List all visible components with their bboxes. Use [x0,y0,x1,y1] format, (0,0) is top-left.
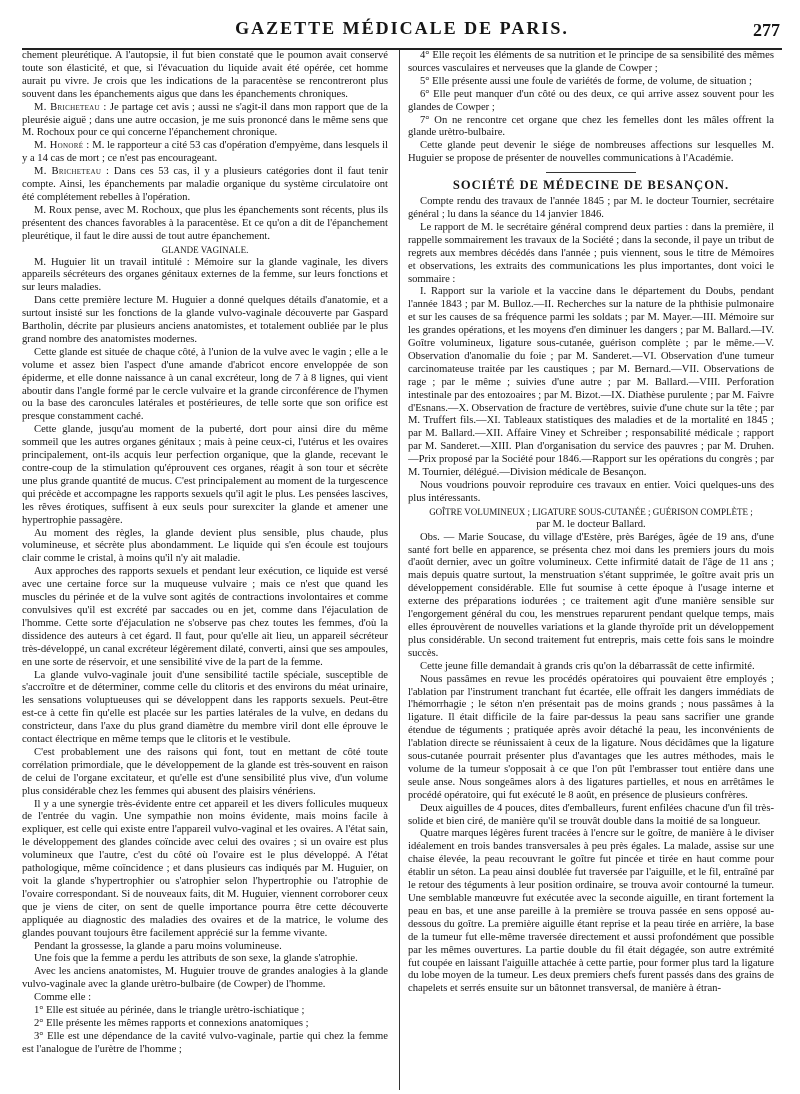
paragraph: Aux approches des rapports sexuels et pendant leur exécution, ce liquide est versé avec une certaine force sur la muqueuse vulvaire ; mais ce n'est que quand les muscles du périnée et de la vulve sont agités de contractions involontaires et comme convulsives qu'il est excrété par saccades ou en jet, comme dans l'éjaculation de l'homme. Cette sorte d'éjaculation ne s'observe pas chez toutes les femmes, d'où la dissidence des auteurs à cet égard. Il faut, pour qu'elle ait lieu, un appareil sécréteur très-développé, un canal excréteur légèrement dilaté, converti, ainsi que ses ampoules, en une sorte de réservoir, et une sensibilité vive de la part de la femme. [22,566,388,668]
subheading-goitre: GOÎTRE VOLUMINEUX ; LIGATURE SOUS-CUTANÉE ; GUÉRISON COMPLÈTE ; [429,506,753,517]
page-header [22,8,782,50]
journal-title: GAZETTE MÉDICALE DE PARIS. [235,18,569,38]
list-item: 2° Elle présente les mêmes rapports et connexions anatomiques ; [34,1017,309,1029]
subheading-glande-vaginale: GLANDE VAGINALE. [161,244,249,255]
section-title-societe: SOCIÉTÉ DE MÉDECINE DE BESANÇON. [452,178,730,193]
newspaper-page [22,0,782,1094]
paragraph: Cette jeune fille demandait à grands cris qu'on la débarrassât de cette infirmité. [420,660,755,672]
list-item: 7° On ne rencontre cet organe que chez les femelles dont les mâles offrent la glande urètro-bulbaire. [408,114,774,139]
paragraph: C'est probablement une des raisons qui font, tout en mettant de côté toute corrélation primordiale, que le développement de la glande est très-souvent en raison de celui de l'organe excitateur, et qu'elle est d'une sensibilité plus vive, d'un volume plus considérable chez les femmes qui abusent des plaisirs vénériens. [22,746,388,797]
paragraph: Cette glande, jusqu'au moment de la puberté, dort pour ainsi dire du même sommeil que les autres organes génitaux ; mais à peine ceux-ci, l'utérus et les ovaires principalement, ont-ils acquis leur perfection organique, que la glande, recevant le contre-coup de la stimulation qu'éprouvent ces organes, réagit à son tour et sécrète une plus grande quantité de mucus. C'est principalement au moment de la turgescence qui précède et accompagne les rapports sexuels qu'il agit le plus. Les pensées lascives, les rêves érotiques, suffisent à eux seuls pour surexciter la glande et amener une hypertrophie passagère. [22,424,388,526]
paragraph: Comme elle : [34,992,92,1004]
paragraph: M. Huguier lit un travail intitulé : Mémoire sur la glande vaginale, les divers appareils sécréteurs des organes génitaux externes de la femme, sur leurs fonctions et sur leurs maladies. [22,256,388,294]
paragraph: Obs. — Marie Soucase, du village d'Estère, près Baréges, âgée de 19 ans, d'une santé fort belle en apparence, se présenta chez moi dans les premiers jours du mois d'août dernier, avec un goître volumineux. Cette infirmité datait de l'âge de 11 ans ; mais depuis quatre surtout, la menstruation s'étant supprimée, le goître avait pris un développement considérable. Elle fut soumise à cette époque à l'usage interne et externe des préparations iodurées ; ce traitement agit d'une manière sensible sur l'engorgement général du cou, les menstrues reparurent pendant quelque temps, mais elles éprouvèrent de nouvelles variations et la glande thyroïde prit un développement plus considérable. Un second traitement fut entrepris, mais cette fois sans le moindre succès. [408,531,774,659]
paragraph: M. Honoré : M. le rapporteur a cité 53 cas d'opération d'empyème, dans lesquels il y a 14 cas de mort ; ce n'est pas encourageant. [22,140,388,165]
list-item: 1° Elle est située au périnée, dans le triangle urètro-ischiatique ; [34,1005,305,1017]
paragraph: La glande vulvo-vaginale jouit d'une sensibilité tactile spéciale, susceptible de s'accroître et de déterminer, comme celle du clitoris et des environs du méat urinaire, les sensations voluptueuses qui se développent dans les rapports sexuels. Peut-être est-ce à cette fin qu'elle est placée sur les parties latérales de la vulve, en dedans du constricteur, dans l'axe du plus grand diamètre du membre viril dont elle éprouve le contact électrique en même temps que le clitoris et le vestibule. [22,669,388,746]
page-number: 277 [753,20,780,40]
speaker-name: M. Bricheteau : [34,166,110,178]
right-column [408,50,774,1090]
report-heading: Compte rendu des travaux de l'année 1845 ; par M. le docteur Tournier, secrétaire général ; lu dans la séance du 14 janvier 1846. [408,196,774,220]
paragraph: Deux aiguilles de 4 pouces, dites d'emballeurs, furent enfilées chacune d'un fil très-solide et bien ciré, de manière qu'il se trouvât double dans la moitié de sa longueur. [408,802,774,827]
paragraph: Il y a une synergie très-évidente entre cet appareil et les divers follicules muqueux de l'entrée du vagin. Une sympathie non moins évidente, mais moins facile à expliquer, est celle qui existe entre l'appareil vulvo-vaginal et les ovaires. A l'état sain, le développement des glandes coïncide avec celui des ovaires ; si un ovaire est plus volumineux que l'autre, c'est du côté où l'ovaire est le plus développé. A l'état pathologique, même coïncidence ; et dans plusieurs cas indiqués par M. Huguier, on voit la glande s'hypertrophier ou s'atrophier selon l'hypertrophie ou l'atrophie de l'ovaire correspondant. Si de nouveaux faits, dit M. Huguier, viennent corroborer ceux que je viens de citer, on sent de quelle importance pourra être cette découverte appliquée au diagnostic des maladies des ovaires et de la matrice, le volume des glandes pouvant toujours être facilement apprécié sur la femme vivante. [22,798,388,939]
paragraph: Au moment des règles, la glande devient plus sensible, plus chaude, plus volumineuse, et sécrète plus abondamment. Le liquide qui s'en écoule est toujours clair comme le cristal, à moins qu'il n'y ait maladie. [22,527,388,565]
list-item: 6° Elle peut manquer d'un côté ou des deux, ce qui arrive assez souvent pour les glandes de Cowper ; [408,88,774,113]
paragraph: I. Rapport sur la variole et la vaccine dans le département du Doubs, pendant l'année 1843 ; par M. Bulloz.—II. Recherches sur la nature de la phthisie pulmonaire et sur les causes de sa fréquence parmi les soldats ; par M. Mayer.—III. Mémoire sur les grandes opérations, et les moyens d'en diminuer les dangers ; par M. Ballard.—IV. Goître volumineux, ligature sous-cutanée, guérison complète ; par le même.—V. Observation d'anomalie du foie ; par M. Sanderet.—VI. Observation d'une tumeur carcinomateuse traitée par les caustiques ; par M. Bernard.—VII. Observations de rage ; par le même ; suivies d'une autre ; par M. Ballard.—VIII. Perforation intestinale par des entozoaires ; par M. Bizot.—IX. Diathèse purulente ; par M. Faivre d'Esnans.—X. Observation de fracture de vertèbres, suivie d'une chute sur la tête ; par M. Truffert fils.—XI. Tableaux statistiques des maladies et de la mortalité en 1845 ; par M. Ballard.—XII. Affaire Viney et Schreiber ; responsabilité médicale ; rapport par M. Sanderet.—XIII. Plan d'organisation du service des pauvres ; par M. Druhen.—Prix proposé par la Société pour 1846.—Rapport sur les opérations du congrès ; par M. Tournier, délégué.—Division médicale de Besançon. [408,286,774,479]
paragraph: Nous passâmes en revue les procédés opératoires qui pouvaient être employés ; l'ablation par l'instrument tranchant fut écartée, elle offrait les dangers immédiats de l'hémorrhagie ; le séton n'en présentait pas de moins grands ; nous passâmes à la ligature. Il était difficile de la faire par-dessus la peau sans sacrifier une grande étendue de téguments ; pratiquée après avoir détaché la peau, les inconvénients de l'ablation directe se réunissaient à ceux de la ligature. Nous décidâmes que la ligature sous-cutanée pourrait présenter plus d'avantages que les autres méthodes, mais le volume de la tumeur s'opposait à ce que l'on pût l'embrasser tout entière dans une seule anse. Nous songeâmes alors à des ligatures partielles, et nous en arrêtâmes le procédé opératoire, qui fut exécuté le 8 août, en présence de plusieurs confrères. [408,673,774,801]
column-divider [399,50,400,1090]
paragraph: Nous voudrions pouvoir reproduire ces travaux en entier. Voici quelques-uns des plus intéressants. [408,480,774,504]
paragraph: Avec les anciens anatomistes, M. Huguier trouve de grandes analogies à la glande vulvo-vaginale avec la glande urètro-bulbaire (de Cowper) de l'homme. [22,966,388,991]
list-item: 3° Elle est une dépendance de la cavité vulvo-vaginale, partie qui chez la femme est l'analogue de l'urètre de l'homme ; [22,1030,388,1055]
paragraph: M. Roux pense, avec M. Rochoux, que plus les épanchements sont récents, plus ils présentent des chances favorables à la paracentèse. Et ce qu'on a dit de l'épanchement pleurétique, il faut le dire aussi de tout autre épanchement. [22,204,388,242]
byline: par M. le docteur Ballard. [536,518,646,530]
paragraph: chement pleurétique. A l'autopsie, il fut bien constaté que le poumon avait conservé toute son élasticité, et que, si l'évacuation du liquide avait été opérée, cet homme aurait pu vivre. Je crois que les indications de la paracentèse se rencontreront plus souvent dans les épanchements aigus que dans les épanchements chroniques. [22,50,388,100]
paragraph: Cette glande est située de chaque côté, à l'union de la vulve avec le vagin ; elle a le volume et assez bien l'aspect d'une amande d'abricot encore enveloppée de son épiderme, et elle donne naissance à un canal excréteur, long de 7 à 8 lignes, qui vient aboutir dans l'angle formé par le cercle vulvaire et la grande circonférence de l'hymen ou la base des caroncules latérales et postérieures, de telle sorte que son orifice est presque constamment caché. [22,346,388,423]
list-item: 5° Elle présente aussi une foule de variétés de forme, de volume, de situation ; [420,75,752,87]
paragraph: Cette glande peut devenir le siége de nombreuses affections sur lesquelles M. Huguier se propose de présenter de nouvelles communications à l'Académie. [408,140,774,165]
paragraph: Pendant la grossesse, la glande a paru moins volumineuse. [34,940,282,952]
paragraph: M. Bricheteau : Je partage cet avis ; aussi ne s'agit-il dans mon rapport que de la pleurésie aiguë ; dans une autre occasion, je me suis prononcé dans le même sens que M. Rochoux pour ce qui concerne l'épanchement chronique. [22,101,388,139]
speaker-name: M. Honoré : [34,140,90,152]
paragraph: Le rapport de M. le secrétaire général comprend deux parties : dans la première, il rappelle sommairement les travaux de la Société ; dans la seconde, il paye un tribut de regrets aux membres décédés dans l'année ; puis viennent, sous le titre de Mémoires et observations, les extraits des communications les plus importantes, dont voici le sommaire : [408,221,774,285]
paragraph: Dans cette première lecture M. Huguier a donné quelques détails d'anatomie, et a surtout insisté sur les fonctions de la glande vulvo-vaginale découverte par Gaspard Bartholin, décrite par plusieurs anciens anatomistes, et totalement oubliée par le plus grand nombre des anatomistes modernes. [22,295,388,345]
divider [546,172,636,173]
speaker-name: M. Bricheteau : [34,101,107,113]
paragraph: M. Bricheteau : Dans ces 53 cas, il y a plusieurs catégories dont il faut tenir compte. Ainsi, les épanchements par maladie organique du système circulatoire ont été complétement rebelles à l'opération. [22,166,388,203]
left-column [22,50,388,1090]
list-item: 4° Elle reçoit les éléments de sa nutrition et le principe de sa sensibilité des mêmes sources vasculaires et nerveuses que la glande de Cowper ; [408,50,774,74]
paragraph: Une fois que la femme a perdu les attributs de son sexe, la glande s'atrophie. [34,953,358,965]
paragraph: Quatre marques légères furent tracées à l'encre sur le goître, de manière à le diviser idéalement en trois bandes transversales à peu près égales. La malade, assise sur une chaise élevée, la peau recouvrant le goître fut pincée et tirée en haut comme pour établir un séton. La peau ainsi doublée fut traversée par l'aiguille, et le fil, entraîné par le retour des téguments à leur position ordinaire, se trouva avoir contourné la tumeur. Une semblable manœuvre fut exécutée avec la seconde aiguille, en tirant fortement la peau en bas, et une anse pareille à la première se trouva passée en sens opposé au-dessous du goître. La première aiguille étant reprise et la peau tirée en arrière, la base de la tumeur fut elle-même traversée directement et aussi profondément que possible par les mêmes ouvertures. La partie double du fil était dégagée, son autre extrémité fut coupée en laissant l'aiguille attachée à cette partie, pour former plus tard la ligature du lobe moyen de la tumeur. Les deux premiers chefs furent passés dans des grains de chapelets et serrés ensuite sur un bâtonnet transversal, de manière à étran- [408,828,774,995]
